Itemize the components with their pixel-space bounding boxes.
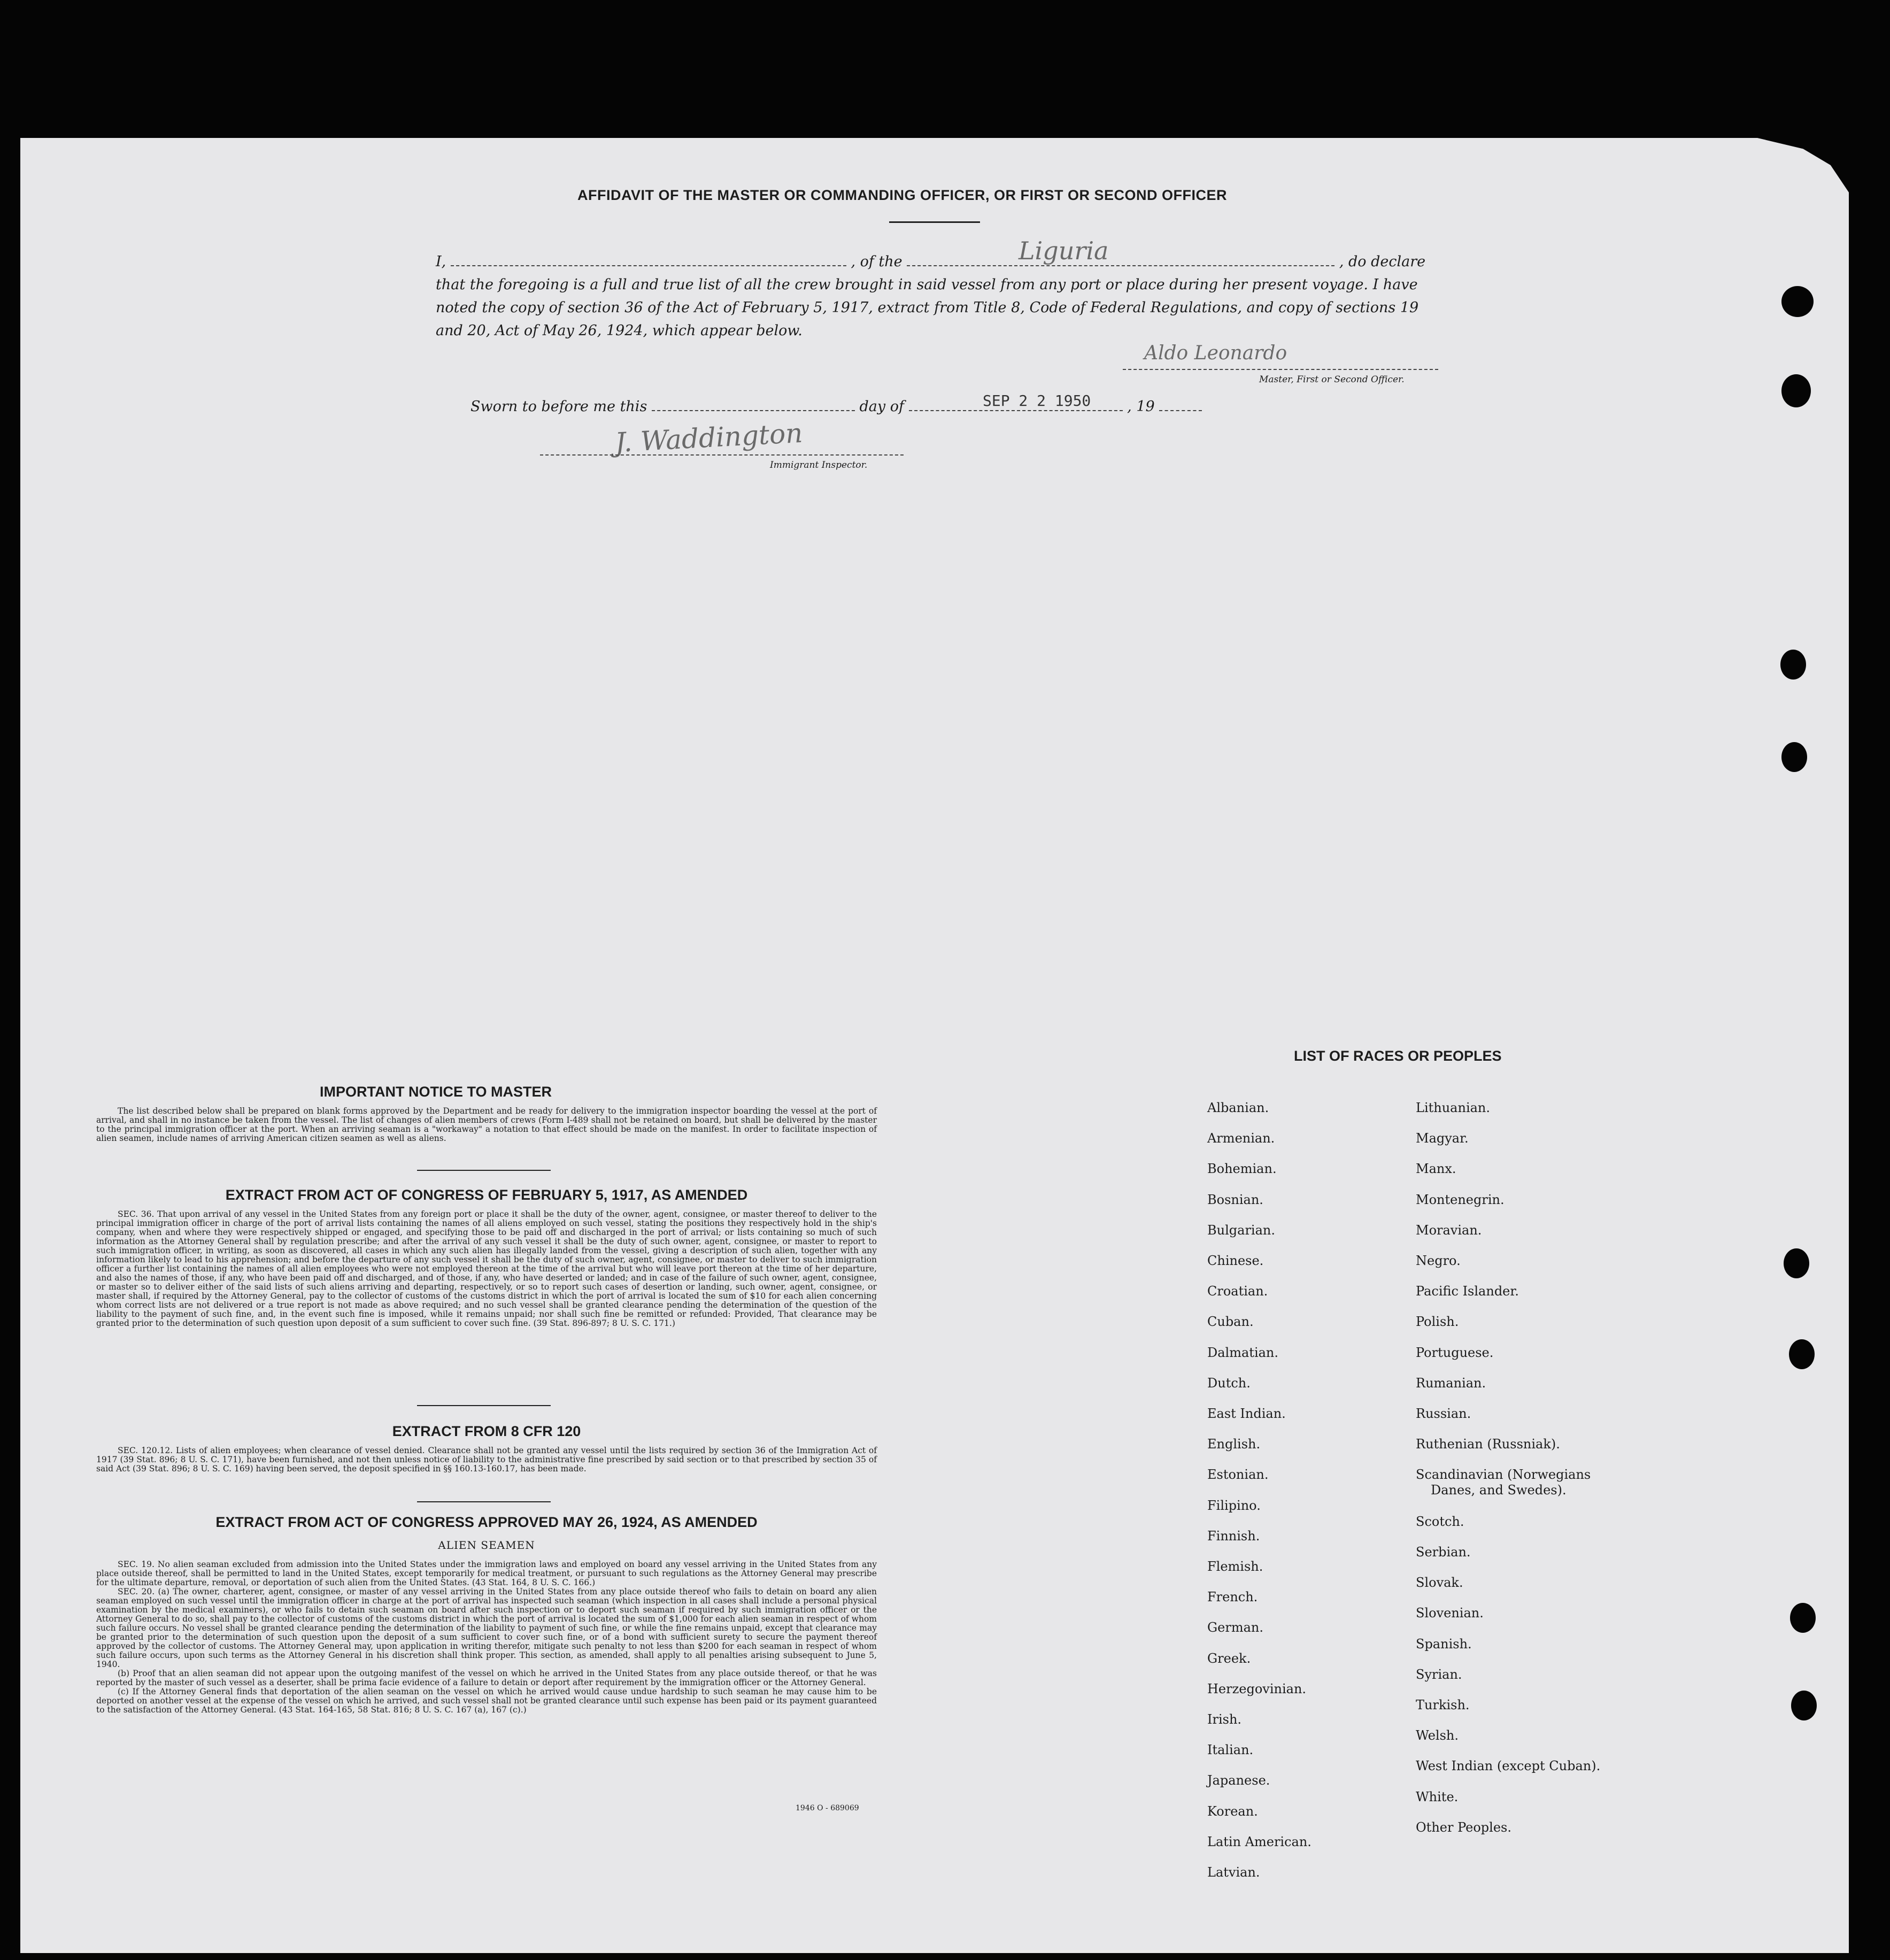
extract-1917-title: EXTRACT FROM ACT OF CONGRESS OF FEBRUARY 5, 1917, AS AMENDED [225, 1187, 748, 1203]
declaration-i: I, [436, 253, 446, 270]
notice-title: IMPORTANT NOTICE TO MASTER [320, 1084, 552, 1100]
race-item: Scandinavian (Norwegians [1416, 1467, 1591, 1483]
print-code: 1946 O - 689069 [796, 1804, 859, 1812]
sec-20b-paragraph: (b) Proof that an alien seaman did not appear upon the outgoing manifest of the vessel on which he arrived in the United States from any place outside thereof, or that he was reported by the master of such vessel as a deserter, shall be prima facie evidence of a failure to detain or deport after requirement by the immigration officer or the Attorney General. [96, 1669, 877, 1687]
race-item: Greek. [1207, 1650, 1251, 1666]
race-item: Magyar. [1416, 1131, 1469, 1146]
race-item: White. [1416, 1789, 1459, 1804]
race-item: German. [1207, 1620, 1263, 1635]
race-item: Latvian. [1207, 1865, 1260, 1880]
section-rule [417, 1501, 551, 1502]
sec-20c-paragraph: (c) If the Attorney General finds that deportation of the alien seaman on the vessel on which he arrived would cause undue hardship to such seaman he may cause him to be deported on another vessel at the expense of the vessel on which he arrived, and such vessel shall not be granted clearance until such expense has been paid or its payment guaranteed to the satisfaction of the Attorney General. (43 Stat. 164-165, 58 Stat. 816; 8 U. S. C. 167 (a), 167 (c).) [96, 1687, 877, 1715]
race-item: Serbian. [1416, 1545, 1471, 1560]
sworn-line [470, 398, 1202, 415]
sworn-day-blank [652, 398, 855, 411]
punch-hole [1781, 742, 1807, 772]
inspector-signature-line [540, 454, 904, 456]
extract-1917-paragraph: SEC. 36. That upon arrival of any vessel in the United States from any foreign port or place it shall be the duty of the owner, agent, consignee, or master thereof to deliver to the principal immigration officer in charge of the port of arrival lists containing the names of all aliens employed on such vessel, stating the positions they respectively hold in the ship's company, when and where they were respectively shipped or engaged, and specifying those to be paid off and discharged in the port of arrival; or lists containing so much of such information as the Attorney General shall by regulation prescribe; and after the arrival of any such vessel it shall be the duty of such owner, agent, consignee, or master to report to such immigration officer, in writing, as soon as discovered, all cases in which any such alien has illegally landed from the vessel, giving a description of such alien, together with any information likely to lead to his apprehension; and before the departure of any such vessel it shall be the duty of such owner, agent, consignee, or master to deliver to such immigration officer a further list containing the names of all alien employees who were not employed thereon at the time of the arrival but who will leave port thereon at the time of her departure, and also the names of those, if any, who have been paid off and discharged, and of those, if any, who have deserted or landed; and in case of the failure of such owner, agent, consignee, or master so to deliver either of the said lists of such aliens arriving and departing, respectively, or so to report such cases of desertion or landing, such owner, agent, consignee, or master shall, if required by the Attorney General, pay to the collector of customs of the customs district in which the port of arrival is located the sum of $10 for each alien concerning whom correct lists are not delivered or a true report is not made as above required; and no such vessel shall be granted clearance pending the determination of the question of the liability to the payment of such fine, and, in the event such fine is imposed, while it remains unpaid; nor shall such fine be remitted or refunded: Provided, That clearance may be granted prior to the determination of such question upon deposit of a sum sufficient to cover such fine. (39 Stat. 896-897; 8 U. S. C. 171.) [96, 1209, 877, 1328]
sec-20a-paragraph: SEC. 20. (a) The owner, charterer, agent, consignee, or master of any vessel arriving in the United States from any place outside thereof who fails to detain on board any alien seaman employed on such vessel until the immigration officer in charge at the port of arrival has inspected such seaman (which inspection in all cases shall include a personal physical examination by the medical examiners), or who fails to detain such seaman on board after such inspection or to deport such seaman if required by such immigration officer or the Attorney General to do so, shall pay to the collector of customs of the customs district in which the port of arrival is located the sum of $1,000 for each alien seaman in respect of whom such failure occurs. No vessel shall be granted clearance pending the determination of the liability to payment of such fine, or while the fine remains unpaid, except that clearance may be granted prior to the determination of such question upon the deposit of a sum sufficient to cover such fine, or of a bond with sufficient surety to secure the payment thereof approved by the collector of customs. The Attorney General may, upon application in writing therefor, mitigate such penalty to not less than $200 for each seaman in respect of whom such failure occurs, upon such terms as the Attorney General in his discretion shall think proper. This section, as amended, shall apply to all penalties arising subsequent to June 5, 1940. [96, 1587, 877, 1669]
master-caption: Master, First or Second Officer. [1259, 374, 1405, 385]
race-item: Slovak. [1416, 1575, 1463, 1591]
race-item: East Indian. [1207, 1406, 1286, 1421]
race-item: Croatian. [1207, 1284, 1268, 1299]
race-item: Japanese. [1207, 1773, 1270, 1788]
punch-hole [1784, 1248, 1809, 1278]
punch-hole [1789, 1339, 1815, 1369]
race-item: Spanish. [1416, 1636, 1472, 1652]
race-item: Russian. [1416, 1406, 1471, 1421]
race-item: Ruthenian (Russniak). [1416, 1437, 1560, 1452]
race-item: Manx. [1416, 1161, 1456, 1177]
date-stamp: SEP 2 2 1950 [983, 392, 1091, 410]
race-item: Moravian. [1416, 1222, 1482, 1238]
race-item: Danes, and Swedes). [1431, 1482, 1567, 1498]
race-item: Flemish. [1207, 1559, 1263, 1574]
race-item: Syrian. [1416, 1666, 1462, 1682]
race-item: Welsh. [1416, 1728, 1459, 1743]
race-item: Armenian. [1207, 1131, 1275, 1146]
race-item: Herzegovinian. [1207, 1681, 1307, 1696]
race-item: Slovenian. [1416, 1606, 1484, 1621]
master-name-blank [451, 253, 846, 266]
sworn-year-prefix: , 19 [1127, 398, 1155, 415]
race-item: Bosnian. [1207, 1192, 1263, 1207]
notice-text [96, 1107, 877, 1143]
race-item: Filipino. [1207, 1498, 1261, 1513]
sec-19-paragraph: SEC. 19. No alien seaman excluded from admission into the United States under the immigration laws and employed on board any vessel arriving in the United States from any place outside thereof, shall be permitted to land in the United States, except temporarily for medical treatment, or pursuant to such regulations as the Attorney General may prescribe for the ultimate departure, removal, or deportation of such alien from the United States. (43 Stat. 164, 8 U. S. C. 166.) [96, 1560, 877, 1587]
race-item: Montenegrin. [1416, 1192, 1505, 1207]
race-item: Dalmatian. [1207, 1345, 1279, 1360]
sworn-year-blank [1159, 398, 1202, 411]
notice-paragraph: The list described below shall be prepared on blank forms approved by the Department and be ready for delivery to the immigration inspector boarding the vessel at the port of arrival, and shall in no instance be taken from the vessel. The list of changes of alien members of crews (Form I-489 shall not be retained on board, but shall be delivered by the master to the principal immigration officer at the port. When an arriving seaman is a "workaway" a notation to that effect should be made on the manifest. In order to facilitate inspection of alien seamen, include names of arriving American citizen seamen as well as aliens. [96, 1106, 877, 1143]
extract-cfr-title: EXTRACT FROM 8 CFR 120 [392, 1423, 581, 1439]
race-item: Dutch. [1207, 1375, 1251, 1391]
race-item: English. [1207, 1437, 1261, 1452]
extract-cfr-text [96, 1446, 877, 1473]
extract-1924-text [96, 1560, 877, 1715]
master-signature-line [1123, 369, 1438, 370]
declaration-end: , do declare [1339, 253, 1426, 270]
inspector-caption: Immigrant Inspector. [770, 460, 868, 470]
race-item: Korean. [1207, 1803, 1258, 1819]
race-item: Bulgarian. [1207, 1222, 1275, 1238]
punch-hole [1780, 650, 1806, 680]
race-item: Cuban. [1207, 1314, 1254, 1330]
punch-hole [1781, 374, 1811, 407]
race-item: French. [1207, 1589, 1258, 1605]
race-item: Negro. [1416, 1253, 1461, 1268]
race-item: Rumanian. [1416, 1375, 1486, 1391]
inspector-signature: J. Waddington [614, 417, 804, 459]
master-signature: Aldo Leonardo [1144, 342, 1287, 364]
affidavit-declaration [436, 250, 1446, 342]
section-rule [417, 1405, 551, 1406]
race-item: Pacific Islander. [1416, 1284, 1519, 1299]
race-item: Other Peoples. [1416, 1819, 1511, 1835]
race-item: Irish. [1207, 1712, 1242, 1727]
race-item: Finnish. [1207, 1528, 1260, 1544]
affidavit-title: AFFIDAVIT OF THE MASTER OR COMMANDING OFFICER, OR FIRST OR SECOND OFFICER [577, 187, 1227, 203]
vessel-name-handwritten: Liguria [1019, 236, 1109, 265]
extract-cfr-paragraph: SEC. 120.12. Lists of alien employees; when clearance of vessel denied. Clearance shall not be granted any vessel until the lists required by section 36 of the Immigration Act of 1917 (39 Stat. 896; 8 U. S. C. 171), have been furnished, and not then unless notice of liability to the administrative fine prescribed by said section or to that prescribed by section 35 of said Act (39 Stat. 896; 8 U. S. C. 169) having been served, the deposit specified in §§ 160.13-160.17, has been made. [96, 1446, 877, 1473]
declaration-of: , of the [851, 253, 902, 270]
race-item: Polish. [1416, 1314, 1459, 1330]
race-item: Lithuanian. [1416, 1100, 1491, 1115]
declaration-body: that the foregoing is a full and true list of all the crew brought in said vessel from any port or place during her present voyage. I have noted the copy of section 36 of the Act of February 5, 1917, extract from Title 8, Code of Federal Regulations, and copy of sections 19 and 20, Act of May 26, 1924, which appear below. [436, 276, 1419, 339]
extract-1924-title: EXTRACT FROM ACT OF CONGRESS APPROVED MAY 26, 1924, AS AMENDED [215, 1514, 758, 1530]
punch-hole [1791, 1691, 1817, 1720]
race-item: Scotch. [1416, 1514, 1464, 1529]
title-rule [889, 221, 980, 223]
race-item: Portuguese. [1416, 1345, 1494, 1360]
race-item: West Indian (except Cuban). [1416, 1758, 1601, 1774]
sworn-day-of: day of [859, 398, 904, 415]
vessel-name-blank [907, 253, 1334, 266]
races-title: LIST OF RACES OR PEOPLES [1294, 1048, 1502, 1064]
race-item: Estonian. [1207, 1467, 1269, 1483]
race-item: Chinese. [1207, 1253, 1264, 1268]
race-item: Bohemian. [1207, 1161, 1277, 1177]
punch-hole [1781, 286, 1814, 317]
punch-hole [1790, 1603, 1816, 1633]
race-item: Albanian. [1207, 1100, 1269, 1115]
race-item: Latin American. [1207, 1834, 1312, 1849]
extract-1924-subtitle: ALIEN SEAMEN [438, 1539, 535, 1552]
section-rule [417, 1170, 551, 1171]
race-item: Turkish. [1416, 1697, 1470, 1712]
sworn-prefix: Sworn to before me this [470, 398, 647, 415]
extract-1917-text [96, 1210, 877, 1328]
race-item: Italian. [1207, 1742, 1254, 1758]
